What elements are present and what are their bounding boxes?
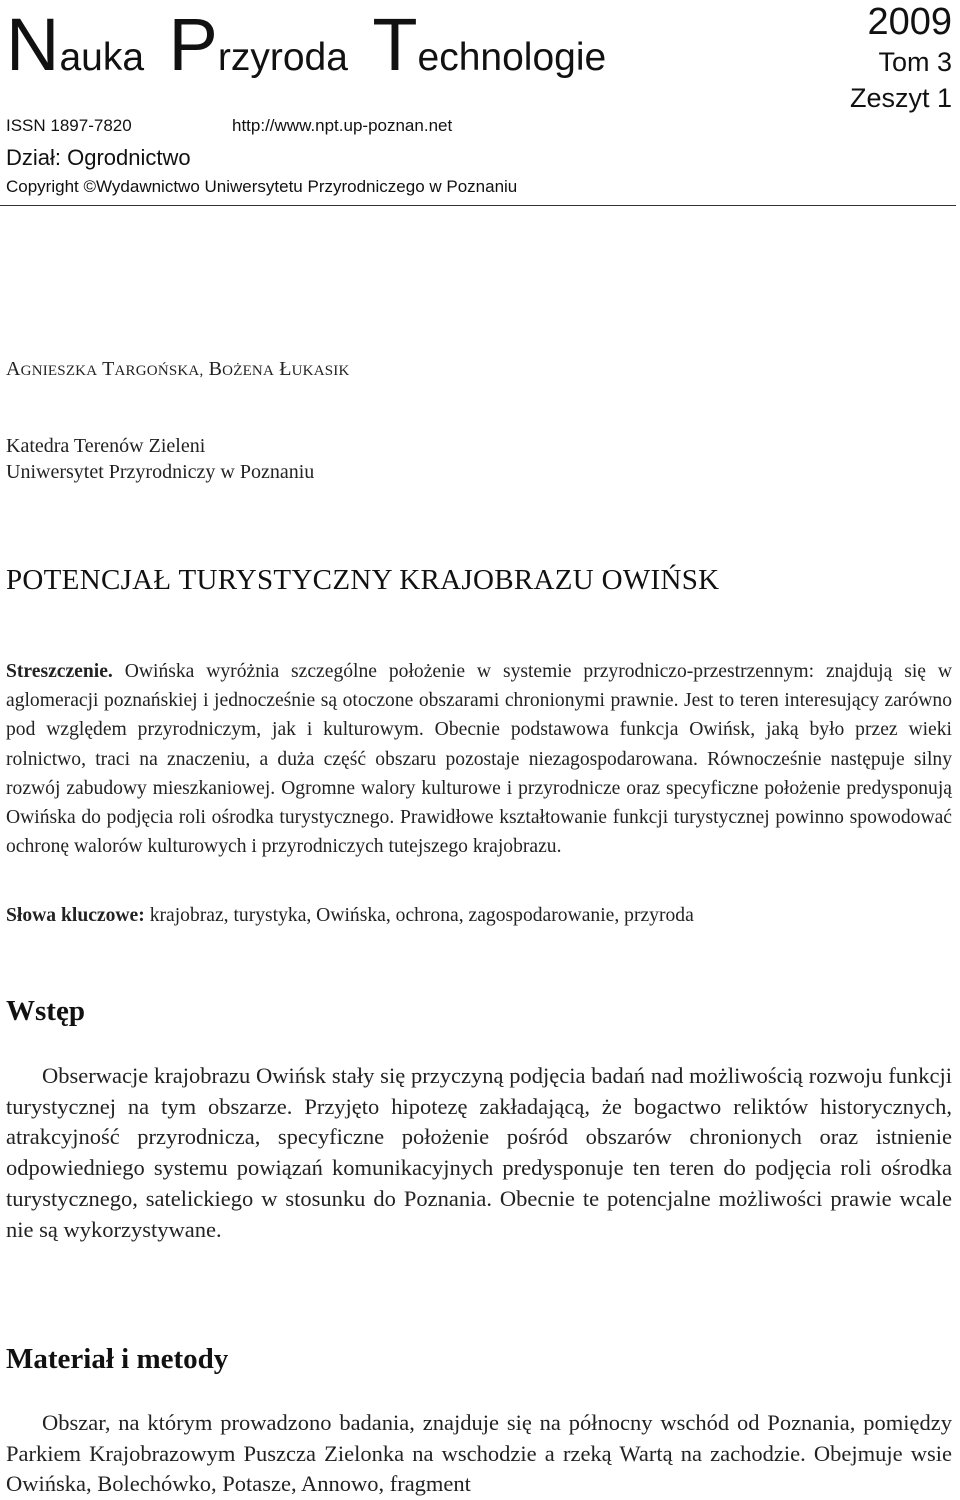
- methods-text: Obszar, na którym prowadzono badania, znajduje się na północny wschód od Poznania, pomiędzy Parkiem Krajobrazowym Puszcza Zielonka na wschodzie a rzeką Wartą na zachodzie. Obejmuje wsie Owińska, Bolechówko, Potasze, Annowo, fragment: [6, 1410, 952, 1497]
- journal-url[interactable]: http://www.npt.up-poznan.net: [232, 116, 453, 135]
- keywords: [6, 902, 952, 930]
- heading-introduction: Wstęp: [6, 995, 85, 1027]
- publication-year: 2009: [867, 1, 952, 43]
- keywords-label: Słowa kluczowe:: [6, 905, 145, 926]
- copyright-text: Wydawnictwo Uniwersytetu Przyrodniczego w Poznaniu: [96, 177, 518, 196]
- paper-title: POTENCJAŁ TURYSTYCZNY KRAJOBRAZU OWIŃSK: [6, 564, 720, 596]
- copyright-icon: ©: [83, 177, 97, 196]
- issue-number: Zeszyt 1: [849, 83, 952, 113]
- heading-methods: Materiał i metody: [6, 1343, 229, 1375]
- abstract-text: Owińska wyróżnia szczególne położenie w systemie przyrodniczo-przestrzennym: znajdują się w aglomeracji poznańskiej i jednocześnie są otoczone obszarami chronionymi prawnie. Jest to teren interesujący zarówno pod względem przyrodniczym, jak i kulturowym. Obecnie podstawowa funkcja Owińsk, jaką było przez wieki rolnictwo, traci na znaczeniu, a duża część obszaru pozostaje niezagospodarowana. Równocześnie następuje silny rozwój zabudowy mieszkaniowej. Ogromne walory kulturowe i przyrodnicze oraz specyficzne położenie predysponują Owińska do podjęcia roli ośrodka turystycznego. Prawidłowe kształtowanie funkcji turystycznej powinno spowodować ochronę walorów kulturowych i przyrodniczych tutejszego krajobrazu.: [6, 661, 952, 858]
- journal-title: [6, 0, 626, 90]
- issn: ISSN 1897-7820: [6, 116, 132, 135]
- section-label: Dział: Ogrodnictwo: [6, 145, 191, 170]
- copyright-line: Copyright ©Wydawnictwo Uniwersytetu Przyrodniczego w Poznaniu: [6, 177, 518, 196]
- abstract-label: Streszczenie.: [6, 661, 113, 682]
- journal-title-word-2: Przyroda: [168, 3, 348, 86]
- keywords-text: krajobraz, turystyka, Owińska, ochrona, zagospodarowanie, przyroda: [144, 905, 694, 926]
- authors: AGNIESZKA TARGOŃSKA, BOŻENA ŁUKASIK: [6, 358, 350, 380]
- volume-number: Tom 3: [878, 47, 952, 77]
- journal-title-word-1: Nauka: [6, 3, 145, 86]
- introduction-text: Obserwacje krajobrazu Owińsk stały się przyczyną podjęcia badań nad możliwością rozwoju funkcji turystycznej na tym obszarze. Przyjęto hipotezę zakładającą, że bogactwo reliktów historycznych, atrakcyjność przyrodnicza, specyficzne położenie pośród obszarów chronionych oraz istnienie odpowiedniego systemu powiązań komunikacyjnych predysponuje ten teren do podjęcia roli ośrodka turystycznego, satelickiego w stosunku do Poznania. Obecnie te potencjalne możliwości prawie wcale nie są wykorzystywane.: [6, 1063, 952, 1242]
- abstract: [6, 657, 952, 861]
- journal-title-word-3: Technologie: [372, 3, 607, 86]
- affiliation-university: Uniwersytet Przyrodniczy w Poznaniu: [6, 461, 315, 483]
- affiliation-department: Katedra Terenów Zieleni: [6, 435, 206, 457]
- header-divider: [0, 205, 956, 206]
